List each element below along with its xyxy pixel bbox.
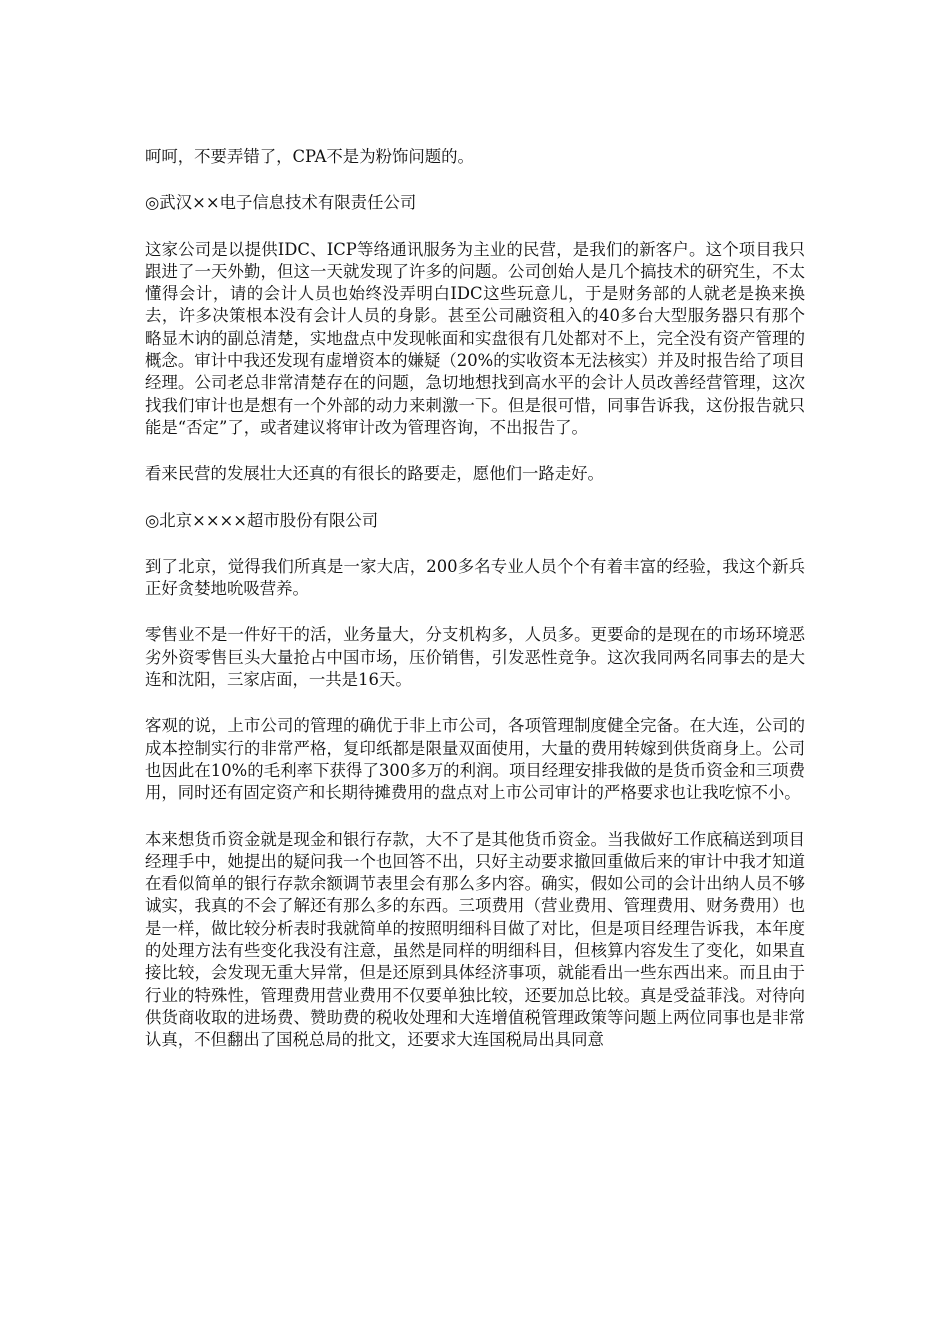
section-heading-wuhan: ◎武汉××电子信息技术有限责任公司 (145, 193, 417, 213)
paragraph-beijing-arrival: 到了北京，觉得我们所真是一家大店，200多名专业人员个个有着丰富的经验，我这个新兵正好贪婪地吮吸营养。 (145, 556, 805, 599)
paragraph-retail-industry: 零售业不是一件好干的活，业务量大，分支机构多，人员多。更要命的是现在的市场环境恶劣外资零售巨头大量抢占中国市场，压价销售，引发恶性竞争。这次我同两名同事去的是大连和沈阳，三家店面，一共是16天。 (145, 625, 805, 690)
paragraph-wuhan-company: 这家公司是以提供IDC、ICP等络通讯服务为主业的民营，是我们的新客户。这个项目我只跟进了一天外勤，但这一天就发现了许多的问题。公司创始人是几个搞技术的研究生，不太懂得会计，请的会计人员也始终没弄明白IDC这些玩意儿，于是财务部的人就老是换来换去，许多决策根本没有会计人员的身影。甚至公司融资租入的40多台大型服务器只有那个略显木讷的副总清楚，实地盘点中发现帐面和实盘很有几处都对不上，完全没有资产管理的概念。审计中我还发现有虚增资本的嫌疑（20%的实收资本无法核实）并及时报告给了项目经理。公司老总非常清楚存在的问题，急切地想找到高水平的会计人员改善经营管理，这次找我们审计也是想有一个外部的动力来刺激一下。但是很可惜，同事告诉我，这份报告就只能是“否定”了，或者建议将审计改为管理咨询，不出报告了。 (145, 239, 805, 437)
paragraph-intro: 呵呵，不要弄错了，CPA不是为粉饰问题的。 (145, 147, 474, 166)
paragraph-listed-company: 客观的说，上市公司的管理的确优于非上市公司，各项管理制度健全完备。在大连，公司的成本控制实行的非常严格，复印纸都是限量双面使用，大量的费用转嫁到供货商身上。公司也因此在10%的毛利率下获得了300多万的利润。项目经理安排我做的是货币资金和三项费用，同时还有固定资产和长期待摊费用的盘点对上市公司审计的严格要求也让我吃惊不小。 (145, 716, 805, 803)
paragraph-private-enterprise: 看来民营的发展壮大还真的有很长的路要走，愿他们一路走好。 (145, 464, 604, 484)
paragraph-monetary-funds: 本来想货币资金就是现金和银行存款，大不了是其他货币资金。当我做好工作底稿送到项目经理手中，她提出的疑问我一个也回答不出，只好主动要求撤回重做后来的审计中我才知道在看似简单的银行存款余额调节表里会有那么多内容。确实，假如公司的会计出纳人员不够诚实，我真的不会了解还有那么多的东西。三项费用（营业费用、管理费用、财务费用）也是一样，做比较分析表时我就简单的按照明细科目做了对比，但是项目经理告诉我，本年度的处理方法有些变化我没有注意，虽然是同样的明细科目，但核算内容发生了变化，如果直接比较，会发现无重大异常，但是还原到具体经济事项，就能看出一些东西出来。而且由于行业的特殊性，管理费用营业费用不仅要单独比较，还要加总比较。真是受益菲浅。对待向供货商收取的进场费、赞助费的税收处理和大连增值税管理政策等问题上两位同事也是非常认真，不但翻出了国税总局的批文，还要求大连国税局出具同意 (145, 829, 805, 1050)
document-page (145, 146, 805, 1076)
section-heading-beijing: ◎北京××××超市股份有限公司 (145, 510, 379, 530)
